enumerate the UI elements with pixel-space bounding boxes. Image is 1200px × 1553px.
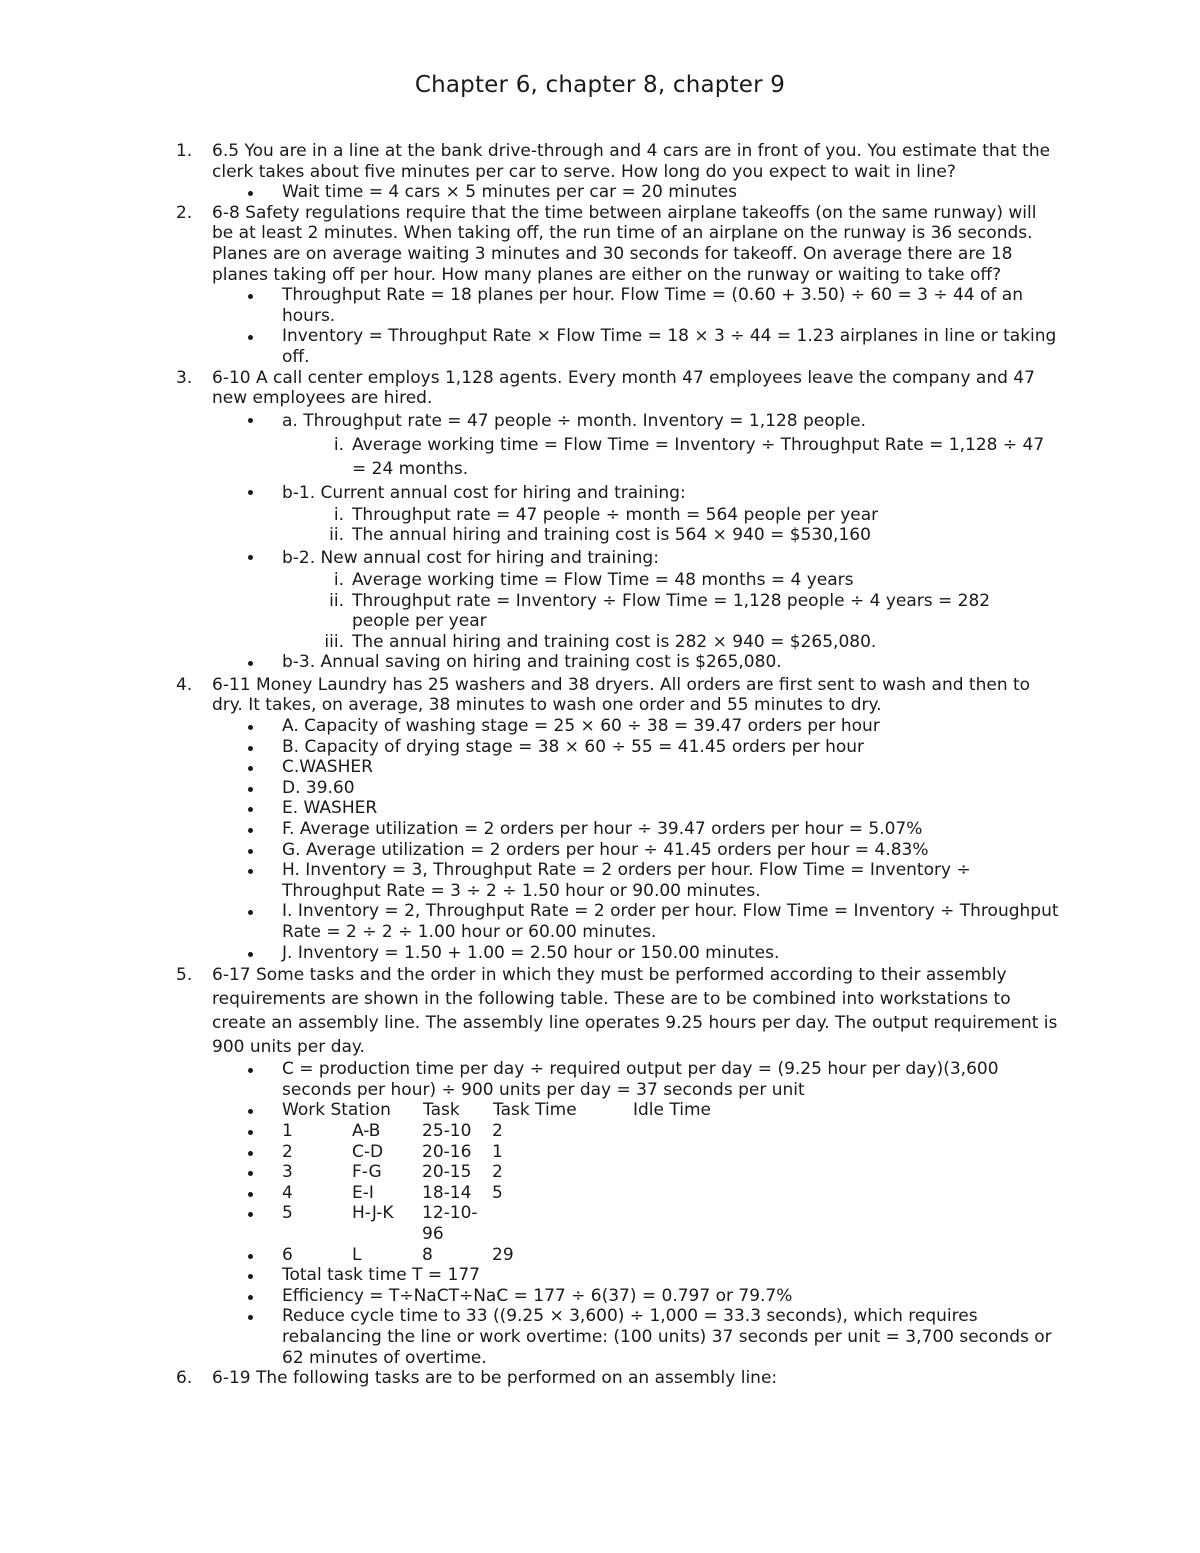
bullet-icon [248,1315,253,1320]
question-item [0,675,1200,716]
question-text: 6-8 Safety regulations require that the time between airplane takeoffs (on the same runway) will be at least 2 minutes. When taking off, the run time of an airplane on the runway is 36 seconds. Planes are on average waiting 3 minutes and 30 seconds for takeoff. On average there are 18 planes taking off per hour. How many planes are either on the runway or waiting to take off? [212,202,1037,285]
question-text: 6.5 You are in a line at the bank drive-through and 4 cars are in front of you. You estimate that the clerk takes about five minutes per car to serve. How long do you expect to wait in line? [212,141,1051,182]
answer-bullet [0,716,1200,737]
answer-bullet [0,1059,1200,1100]
answer-bullet [0,778,1200,799]
answer-bullet [0,1306,1200,1368]
roman-number: i. [333,434,344,455]
bullet-icon [248,787,253,792]
answer-text: A. Capacity of washing stage = 25 × 60 ÷ 38 = 39.47 orders per hour [282,716,880,737]
bullet-icon [248,725,253,730]
bullet-icon [248,1109,253,1114]
table-cell: 20-15 [422,1162,472,1183]
table-cell: H-J-K [352,1203,394,1224]
answer-subitem [0,632,1200,653]
bullet-icon [248,828,253,833]
table-cell: 2 [492,1120,503,1141]
answer-bullet [0,737,1200,758]
answer-text: The annual hiring and training cost is 564 × 940 = $530,160 [352,525,871,546]
table-cell: 5 [492,1182,503,1203]
answer-bullet [0,285,1200,326]
column-header: Idle Time [633,1100,711,1121]
table-cell: 5 [282,1203,293,1224]
answer-text: D. 39.60 [282,777,355,798]
answer-text: b-3. Annual saving on hiring and training cost is $265,080. [282,652,782,673]
bullet-icon [248,1151,253,1156]
bullet-icon [248,490,253,495]
answer-subitem [0,570,1200,591]
answer-text: b-2. New annual cost for hiring and training: [282,547,659,568]
question-item [0,1368,1200,1389]
list-number: 1. [176,141,193,161]
table-cell: F-G [352,1162,382,1183]
table-cell: 4 [282,1182,293,1203]
answer-subitem [0,433,1200,481]
table-cell: 25-10 [422,1120,472,1141]
table-row [0,1121,1200,1142]
answer-subitem [0,525,1200,546]
answer-text: Throughput rate = Inventory ÷ Flow Time = 1,128 people ÷ 4 years = 282 people per year [352,590,991,632]
bullet-icon [248,1192,253,1197]
bullet-icon [248,807,253,812]
answer-text: E. WASHER [282,798,378,819]
list-number: 2. [176,202,193,223]
answer-bullet [0,481,1200,505]
answer-bullet [0,409,1200,433]
answer-text: The annual hiring and training cost is 282 × 940 = $265,080. [352,631,877,652]
bullet-icon [248,869,253,874]
bullet-icon [248,661,253,666]
bullet-icon [248,1068,253,1073]
answer-text: Efficiency = T÷NaCT÷NaC = 177 ÷ 6(37) = 0.797 or 79.7% [282,1285,793,1306]
answer-text: I. Inventory = 2, Throughput Rate = 2 order per hour. Flow Time = Inventory ÷ Throughput Rate = 2 ÷ 2 ÷ 1.00 hour or 60.00 minutes. [282,901,1059,942]
question-item [0,203,1200,285]
bullet-icon [248,294,253,299]
answer-text: G. Average utilization = 2 orders per hour ÷ 41.45 orders per hour = 4.83% [282,839,929,860]
bullet-icon [248,335,253,340]
answer-subitem [0,505,1200,526]
answer-text: J. Inventory = 1.50 + 1.00 = 2.50 hour or 150.00 minutes. [282,942,780,963]
roman-number: ii. [329,590,344,611]
table-cell: 20-16 [422,1141,472,1162]
question-item [0,141,1200,182]
roman-number: i. [333,504,344,525]
question-item [0,963,1200,1059]
question-list [0,141,1200,1389]
answer-bullet [0,840,1200,861]
answer-text: a. Throughput rate = 47 people ÷ month. Inventory = 1,128 people. [282,410,867,431]
bullet-icon [248,849,253,854]
answer-bullet [0,1286,1200,1307]
table-cell: 1 [492,1141,503,1162]
table-cell: 2 [282,1141,293,1162]
answer-text: Throughput Rate = 18 planes per hour. Flow Time = (0.60 + 3.50) ÷ 60 = 3 ÷ 44 of an hours. [282,285,1023,326]
table-cell: 2 [492,1162,503,1183]
table-cell: 29 [492,1244,514,1265]
answer-text: C.WASHER [282,757,373,778]
list-number: 4. [176,674,193,695]
table-header-row [0,1100,1200,1121]
roman-number: i. [333,569,344,590]
bullet-icon [248,191,253,196]
answer-bullet [0,182,1200,203]
answer-bullet [0,652,1200,673]
answer-text: Reduce cycle time to 33 ((9.25 × 3,600) ÷ 1,000 = 33.3 seconds), which requires rebalancing the line or work overtime: (100 units) 37 seconds per unit = 3,700 seconds or 62 minutes of overtime. [282,1306,1052,1368]
bullet-icon [248,952,253,957]
table-row [0,1183,1200,1204]
question-text: 6-10 A call center employs 1,128 agents. Every month 47 employees leave the company and 47 new employees are hired. [212,367,1035,409]
bullet-icon [248,1254,253,1259]
answer-bullet [0,757,1200,778]
table-row [0,1245,1200,1266]
table-row [0,1142,1200,1163]
answer-text: F. Average utilization = 2 orders per hour ÷ 39.47 orders per hour = 5.07% [282,819,923,840]
bullet-icon [248,746,253,751]
list-number: 6. [176,1368,193,1389]
bullet-icon [248,1130,253,1135]
question-text: 6-17 Some tasks and the order in which they must be performed according to their assembly requirements are shown in the following table. These are to be combined into workstations to create an assembly line. The assembly line operates 9.25 hours per day. The output requirement is 900 units per day. [212,965,1058,1058]
answer-bullet [0,798,1200,819]
answer-bullet [0,1265,1200,1286]
table-cell: 12-10-96 [422,1203,478,1244]
roman-number: iii. [324,631,344,652]
answer-text: Inventory = Throughput Rate × Flow Time = 18 × 3 ÷ 44 = 1.23 airplanes in line or taking off. [282,326,1057,367]
question-item [0,368,1200,409]
table-cell: A-B [352,1120,381,1141]
question-text: 6-11 Money Laundry has 25 washers and 38 dryers. All orders are first sent to wash and then to dry. It takes, on average, 38 minutes to wash one order and 55 minutes to dry. [212,674,1031,716]
page-title: Chapter 6, chapter 8, chapter 9 [414,72,786,98]
table-cell: 8 [422,1244,433,1265]
table-cell: C-D [352,1141,384,1162]
bullet-icon [248,418,253,423]
table-cell: L [352,1244,362,1265]
list-number: 5. [176,965,193,986]
column-header: Task [423,1100,460,1121]
answer-bullet [0,943,1200,964]
answer-text: Wait time = 4 cars × 5 minutes per car = 20 minutes [282,182,738,203]
list-number: 3. [176,367,193,388]
answer-text: C = production time per day ÷ required output per day = (9.25 hour per day)(3,600 seconds per hour) ÷ 900 units per day = 37 seconds per unit [282,1059,999,1100]
table-cell: 6 [282,1244,293,1265]
roman-number: ii. [329,525,344,546]
bullet-icon [248,766,253,771]
table-cell: 18-14 [422,1182,472,1203]
answer-bullet [0,819,1200,840]
table-cell: 3 [282,1162,293,1183]
answer-text: Average working time = Flow Time = 48 months = 4 years [352,569,854,590]
table-row [0,1162,1200,1183]
answer-bullet [0,860,1200,901]
answer-text: Total task time T = 177 [282,1265,480,1286]
answer-text: Average working time = Flow Time = Inventory ÷ Throughput Rate = 1,128 ÷ 47 = 24 months. [352,434,1045,479]
answer-bullet [0,546,1200,570]
bullet-icon [248,910,253,915]
table-row [0,1203,1200,1244]
answer-bullet [0,326,1200,367]
bullet-icon [248,1295,253,1300]
answer-subitem [0,591,1200,632]
bullet-icon [248,555,253,560]
bullet-icon [248,1171,253,1176]
column-header: Work Station [282,1100,391,1121]
answer-text: b-1. Current annual cost for hiring and training: [282,482,686,503]
bullet-icon [248,1274,253,1279]
answer-text: Throughput rate = 47 people ÷ month = 564 people per year [352,504,879,525]
column-header: Task Time [493,1100,577,1121]
table-cell: 1 [282,1120,293,1141]
answer-bullet [0,901,1200,942]
question-text: 6-19 The following tasks are to be performed on an assembly line: [212,1368,778,1389]
bullet-icon [248,1212,253,1217]
answer-text: B. Capacity of drying stage = 38 × 60 ÷ 55 = 41.45 orders per hour [282,736,865,757]
table-cell: E-I [352,1182,374,1203]
answer-text: H. Inventory = 3, Throughput Rate = 2 orders per hour. Flow Time = Inventory ÷ Throughput Rate = 3 ÷ 2 ÷ 1.50 hour or 90.00 minutes. [282,860,971,901]
